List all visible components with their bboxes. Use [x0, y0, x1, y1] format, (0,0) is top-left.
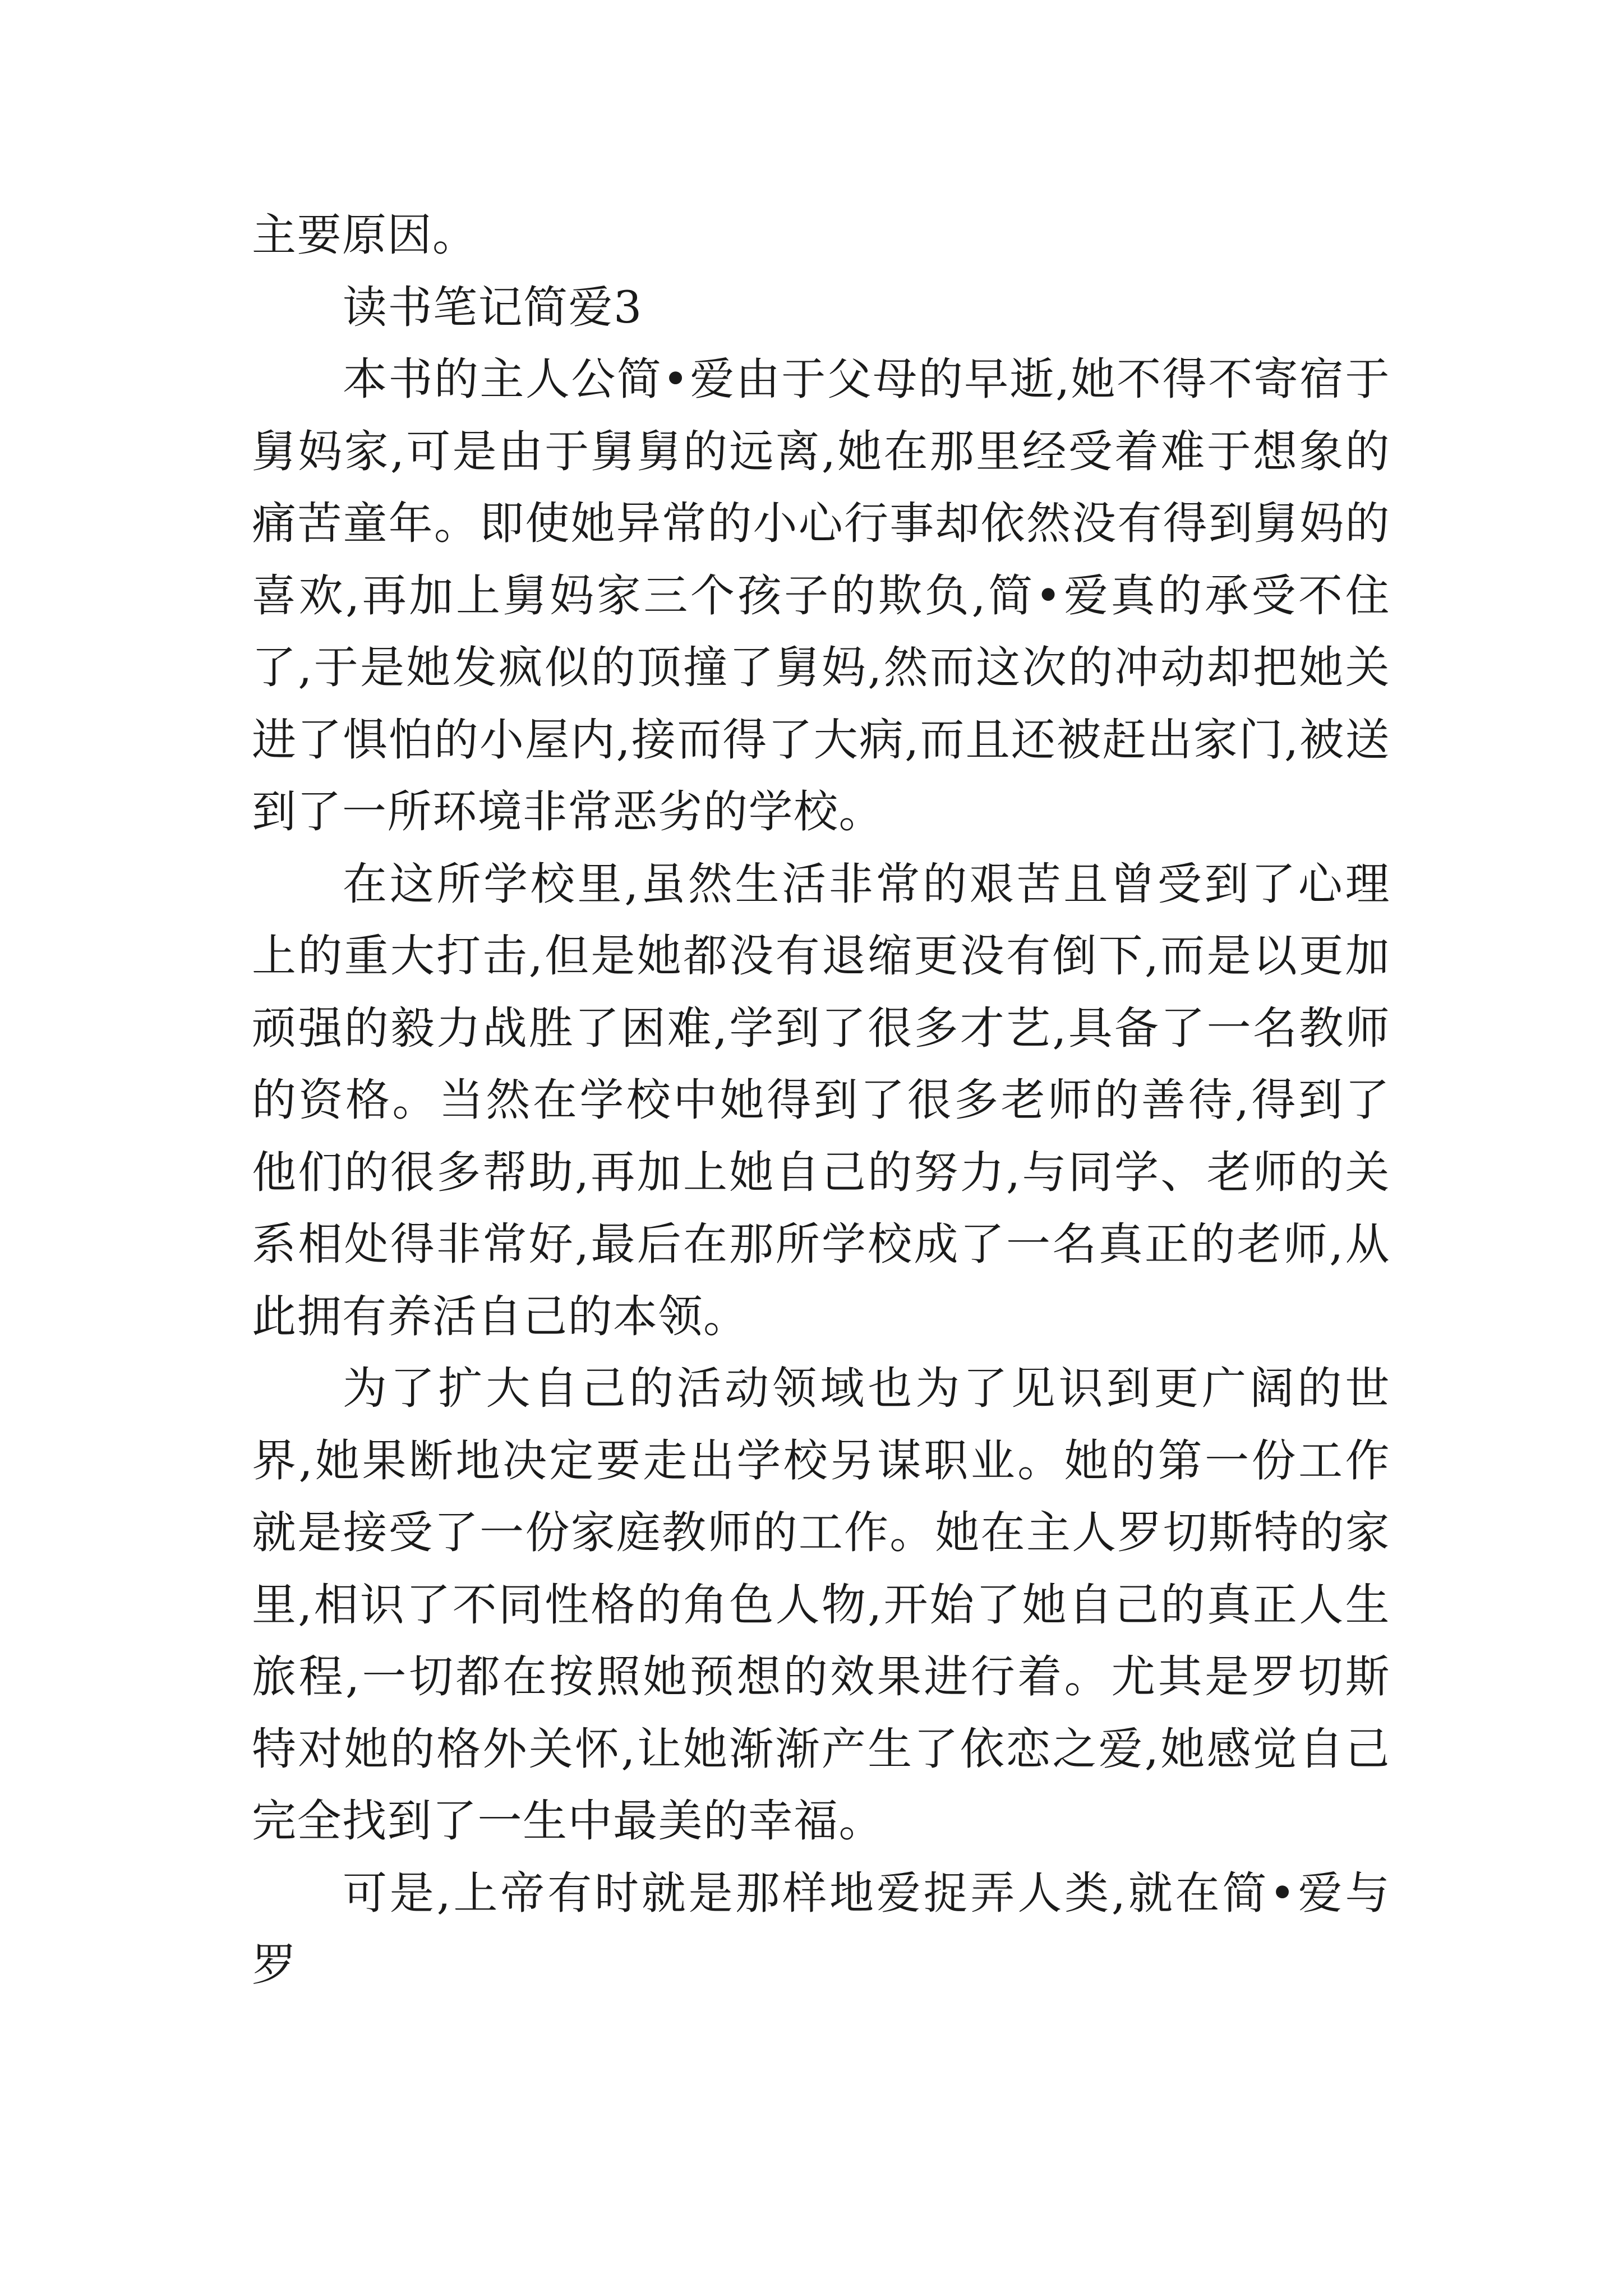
- section-heading: 读书笔记简爱3: [343, 281, 643, 333]
- document-body: [252, 199, 1390, 2001]
- paragraph: 在这所学校里,虽然生活非常的艰苦且曾受到了心理上的重大打击,但是她都没有退缩更没有倒下,而是以更加顽强的毅力战胜了困难,学到了很多才艺,具备了一名教师的资格。当然在学校中她得到了很多老师的善待,得到了他们的很多帮助,再加上她自己的努力,与同学、老师的关系相处得非常好,最后在那所学校成了一名真正的老师,从此拥有养活自己的本领。: [252, 858, 1390, 1342]
- paragraph: 可是,上帝有时就是那样地爱捉弄人类,就在简•爱与罗: [252, 1867, 1390, 1991]
- paragraph-continuation: 主要原因。: [252, 209, 478, 261]
- paragraph: 为了扩大自己的活动领域也为了见识到更广阔的世界,她果断地决定要走出学校另谋职业。她的第一份工作就是接受了一份家庭教师的工作。她在主人罗切斯特的家里,相识了不同性格的角色人物,开始了她自己的真正人生旅程,一切都在按照她预想的效果进行着。尤其是罗切斯特对她的格外关怀,让她渐渐产生了依恋之爱,她感觉自己完全找到了一生中最美的幸福。: [252, 1363, 1390, 1847]
- paragraph: 本书的主人公简•爱由于父母的早逝,她不得不寄宿于舅妈家,可是由于舅舅的远离,她在那里经受着难于想象的痛苦童年。即使她异常的小心行事却依然没有得到舅妈的喜欢,再加上舅妈家三个孩子的欺负,简•爱真的承受不住了,于是她发疯似的顶撞了舅妈,然而这次的冲动却把她关进了惧怕的小屋内,接而得了大病,而且还被赶出家门,被送到了一所环境非常恶劣的学校。: [252, 353, 1390, 838]
